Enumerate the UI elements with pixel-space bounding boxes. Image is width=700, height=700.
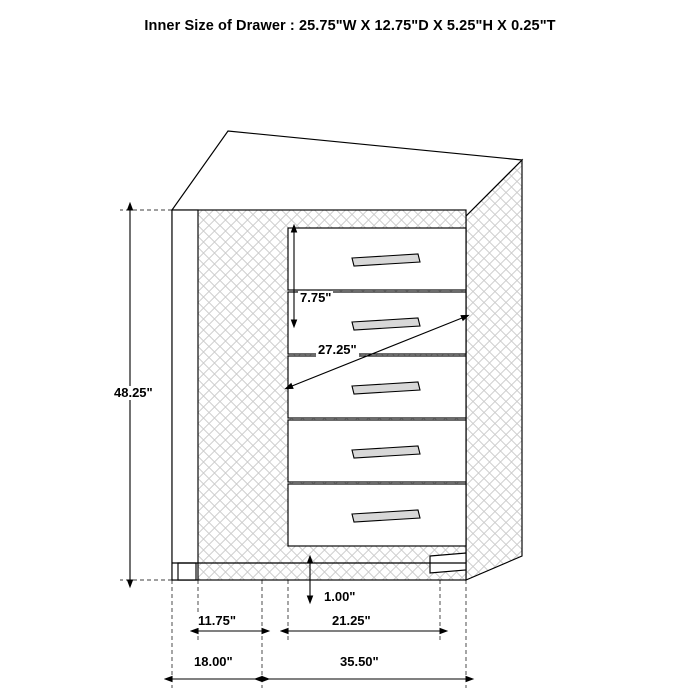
dimension-label-total-height: 48.25" bbox=[114, 385, 153, 400]
dimension-label-foot-height: 1.00" bbox=[324, 589, 356, 604]
dimension-label-side-depth-inner: 11.75" bbox=[198, 613, 236, 628]
dimension-label-total-width: 35.50" bbox=[340, 654, 379, 669]
dimension-label-drawer-front-height: 7.75" bbox=[300, 290, 332, 305]
dimension-label-drawer-box-width: 21.25" bbox=[332, 613, 371, 628]
page-title: Inner Size of Drawer : 25.75"W X 12.75"D X 5.25"H X 0.25"T bbox=[144, 18, 556, 34]
dimension-label-drawer-front-width: 27.25" bbox=[318, 342, 357, 357]
dimension-label-total-depth: 18.00" bbox=[194, 654, 233, 669]
